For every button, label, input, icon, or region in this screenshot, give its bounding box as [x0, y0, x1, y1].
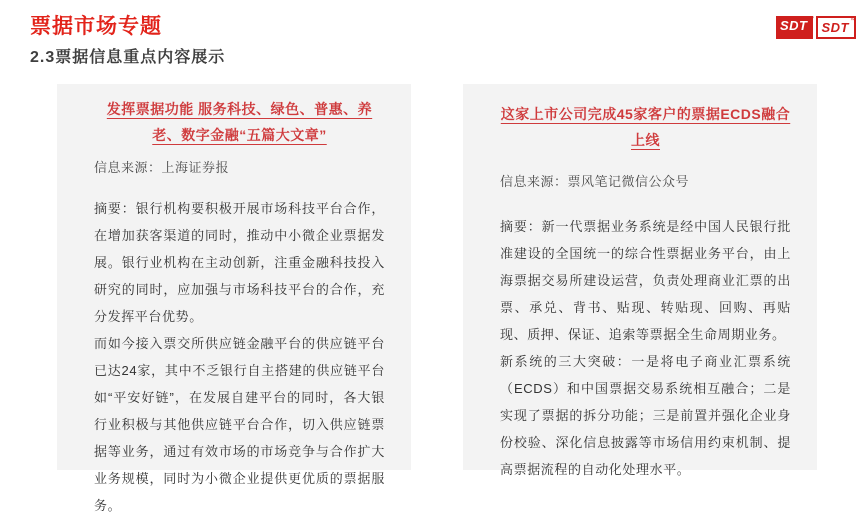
detail-paragraph: 而如今接入票交所供应链金融平台的供应链平台已达24家，其中不乏银行自主搭建的供应链平台如“平安好链”，在发展自建平台的同时，各大银行业积极与其他供应链平台合作，切入供应链票据等业务，通过有效市场的市场竞争与合作扩大业务规模，同时为小微企业提供更优质的票据服务。 — [94, 336, 385, 513]
sdt-logo-right-text: SDT — [821, 20, 849, 35]
trademark-symbol: ™ — [809, 16, 815, 22]
sdt-logo-left-text: SDT — [780, 18, 808, 33]
trademark-symbol: ™ — [850, 18, 856, 24]
news-card-left-title-link[interactable]: 发挥票据功能 服务科技、绿色、普惠、养老、数字金融“五篇大文章” — [106, 101, 373, 143]
news-card-right-body — [500, 213, 791, 483]
news-card-left-body — [94, 195, 385, 519]
sdt-logo-left-badge — [776, 16, 813, 39]
news-card-left-source: 信息来源：上海证券报 — [94, 160, 230, 175]
sdt-logo-right-badge — [816, 16, 857, 39]
news-card-right — [463, 84, 817, 477]
sdt-logo — [776, 16, 856, 39]
section-subtitle: 2.3票据信息重点内容展示 — [30, 49, 226, 66]
summary-paragraph: 摘要：银行机构要积极开展市场科技平台合作，在增加获客渠道的同时，推动中小微企业票据发展。银行业机构在主动创新，注重金融科技投入研究的同时，应加强与市场科技平台的合作，充分发挥平台优势。 — [94, 201, 385, 324]
news-card-right-title-link[interactable]: 这家上市公司完成45家客户的票据ECDS融合上线 — [500, 106, 791, 148]
news-card-left — [57, 84, 411, 513]
news-card-right-source: 信息来源：票风笔记微信公众号 — [500, 174, 690, 189]
summary-paragraph: 摘要：新一代票据业务系统是经中国人民银行批准建设的全国统一的综合性票据业务平台，由上海票据交易所建设运营，负责处理商业汇票的出票、承兑、背书、贴现、转贴现、回购、再贴现、质押、保证、追索等票据全生命周期业务。 — [500, 219, 791, 342]
detail-paragraph: 新系统的三大突破：一是将电子商业汇票系统（ECDS）和中国票据交易系统相互融合；二是实现了票据的拆分功能；三是前置并强化企业身份校验、深化信息披露等市场信用约束机制、提高票据流程的自动化处理水平。 — [500, 354, 791, 477]
page-title: 票据市场专题 — [30, 15, 162, 38]
news-cards-container — [57, 84, 817, 513]
